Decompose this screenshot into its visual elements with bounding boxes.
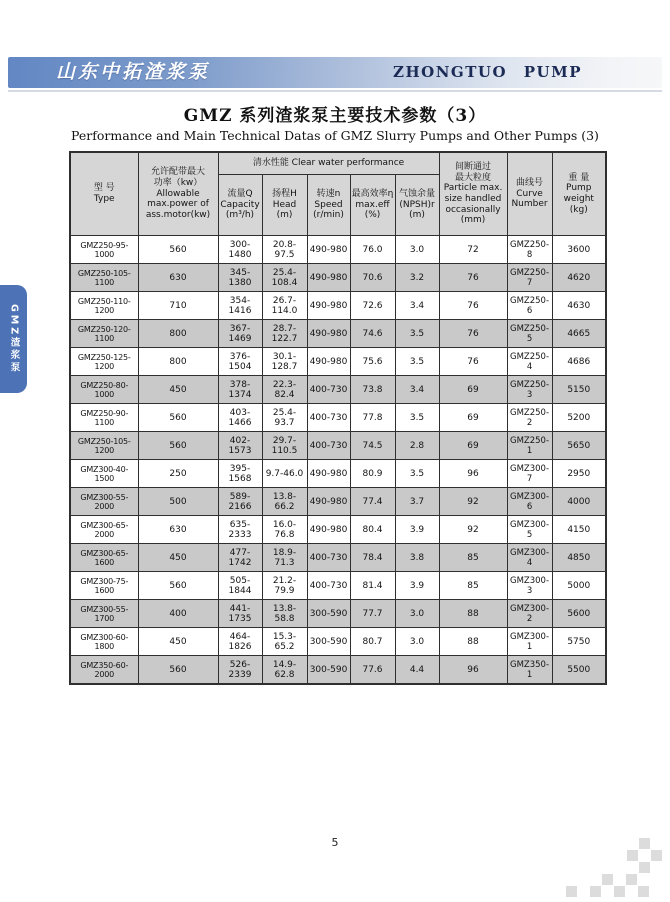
- decoration-square: [614, 886, 625, 897]
- table-cell: 4620: [552, 264, 606, 292]
- side-tab-gmz: [0, 285, 27, 393]
- table-row: [70, 516, 606, 544]
- table-cell: 22.3-82.4: [262, 376, 307, 404]
- header-bar: [8, 57, 662, 88]
- table-cell: GMZ300-75-1600: [70, 572, 138, 600]
- table-cell: 9.7-46.0: [262, 460, 307, 488]
- table-cell: 3.5: [395, 348, 439, 376]
- table-cell: 490-980: [307, 320, 350, 348]
- col-header-capacity: 流量Q Capacity (m³/h): [218, 175, 262, 236]
- table-cell: 630: [138, 264, 218, 292]
- table-cell: 25.4-108.4: [262, 264, 307, 292]
- table-cell: 16.0-76.8: [262, 516, 307, 544]
- table-row: [70, 460, 606, 488]
- table-cell: 402-1573: [218, 432, 262, 460]
- table-cell: 450: [138, 544, 218, 572]
- table-cell: 80.9: [350, 460, 395, 488]
- table-cell: 80.4: [350, 516, 395, 544]
- table-cell: GMZ250-90-1100: [70, 404, 138, 432]
- header-divider: [8, 90, 662, 92]
- table-cell: 15.3-65.2: [262, 628, 307, 656]
- table-cell: 77.6: [350, 656, 395, 685]
- table-cell: 3.9: [395, 572, 439, 600]
- table-cell: 490-980: [307, 488, 350, 516]
- table-cell: 560: [138, 432, 218, 460]
- table-cell: GMZ350-60-2000: [70, 656, 138, 685]
- page-title: GMZ 系列渣浆泵主要技术参数（3）: [183, 106, 487, 126]
- decoration-square: [590, 886, 601, 897]
- table-row: [70, 600, 606, 628]
- table-cell: 4150: [552, 516, 606, 544]
- table-cell: 378-1374: [218, 376, 262, 404]
- table-cell: GMZ250-105-1100: [70, 264, 138, 292]
- table-cell: 20.8-97.5: [262, 236, 307, 264]
- table-cell: 13.8-58.8: [262, 600, 307, 628]
- table-row: [70, 264, 606, 292]
- table-cell: GMZ300-55-1700: [70, 600, 138, 628]
- table-cell: GMZ300-65-1600: [70, 544, 138, 572]
- table-cell: GMZ250-125-1200: [70, 348, 138, 376]
- table-row: [70, 544, 606, 572]
- table-cell: 5000: [552, 572, 606, 600]
- table-cell: GMZ250-8: [507, 236, 552, 264]
- decoration-square: [639, 862, 650, 873]
- table-cell: 3.0: [395, 600, 439, 628]
- table-cell: GMZ300-5: [507, 516, 552, 544]
- table-cell: 630: [138, 516, 218, 544]
- page-subtitle: Performance and Main Technical Datas of GMZ Slurry Pumps and Other Pumps (3): [71, 128, 599, 143]
- table-cell: 81.4: [350, 572, 395, 600]
- col-header-curve: 曲线号 Curve Number: [507, 152, 552, 236]
- table-cell: 69: [439, 376, 507, 404]
- table-cell: GMZ250-80-1000: [70, 376, 138, 404]
- table-cell: 400-730: [307, 544, 350, 572]
- table-cell: 560: [138, 404, 218, 432]
- table-cell: 3.5: [395, 320, 439, 348]
- table-cell: 4665: [552, 320, 606, 348]
- table-cell: 77.4: [350, 488, 395, 516]
- table-cell: 3.2: [395, 264, 439, 292]
- table-cell: 30.1-128.7: [262, 348, 307, 376]
- company-logo-text: 山东中拓渣浆泵: [56, 61, 211, 83]
- table-cell: 2950: [552, 460, 606, 488]
- decoration-square: [627, 850, 638, 861]
- table-cell: 400-730: [307, 572, 350, 600]
- decoration-square: [626, 874, 637, 885]
- table-cell: 85: [439, 544, 507, 572]
- table-cell: 96: [439, 460, 507, 488]
- table-cell: 3600: [552, 236, 606, 264]
- table-cell: 72.6: [350, 292, 395, 320]
- table-cell: GMZ300-6: [507, 488, 552, 516]
- table-cell: 4850: [552, 544, 606, 572]
- table-cell: GMZ300-40-1500: [70, 460, 138, 488]
- table-cell: GMZ300-3: [507, 572, 552, 600]
- decoration-square: [566, 886, 577, 897]
- table-cell: GMZ300-4: [507, 544, 552, 572]
- table-cell: 490-980: [307, 460, 350, 488]
- table-cell: 76: [439, 264, 507, 292]
- table-cell: 73.8: [350, 376, 395, 404]
- table-cell: 526-2339: [218, 656, 262, 685]
- table-cell: 88: [439, 628, 507, 656]
- table-cell: 300-1480: [218, 236, 262, 264]
- table-cell: 3.4: [395, 292, 439, 320]
- col-header-npsh: 气蚀余量 (NPSH)r (m): [395, 175, 439, 236]
- table-cell: 300-590: [307, 628, 350, 656]
- table-cell: 88: [439, 600, 507, 628]
- table-cell: 4630: [552, 292, 606, 320]
- table-cell: GMZ300-65-2000: [70, 516, 138, 544]
- table-cell: 14.9-62.8: [262, 656, 307, 685]
- col-group-clear-water: 清水性能 Clear water performance: [218, 152, 439, 175]
- decoration-square: [602, 874, 613, 885]
- table-cell: 3.0: [395, 236, 439, 264]
- table-cell: 76.0: [350, 236, 395, 264]
- table-cell: 490-980: [307, 264, 350, 292]
- table-cell: 300-590: [307, 656, 350, 685]
- table-row: [70, 348, 606, 376]
- col-header-head: 扬程H Head (m): [262, 175, 307, 236]
- table-cell: 74.5: [350, 432, 395, 460]
- table-cell: 490-980: [307, 516, 350, 544]
- table-cell: 345-1380: [218, 264, 262, 292]
- table-cell: GMZ300-2: [507, 600, 552, 628]
- table-row: [70, 432, 606, 460]
- table-cell: 77.7: [350, 600, 395, 628]
- table-cell: 13.8-66.2: [262, 488, 307, 516]
- table-cell: GMZ250-1: [507, 432, 552, 460]
- table-row: [70, 404, 606, 432]
- table-cell: 450: [138, 628, 218, 656]
- table-cell: 92: [439, 516, 507, 544]
- table-cell: GMZ250-110-1200: [70, 292, 138, 320]
- table-cell: 76: [439, 348, 507, 376]
- table-cell: GMZ350-1: [507, 656, 552, 685]
- table-cell: 70.6: [350, 264, 395, 292]
- table-cell: 300-590: [307, 600, 350, 628]
- table-cell: 450: [138, 376, 218, 404]
- table-cell: GMZ250-6: [507, 292, 552, 320]
- table-cell: GMZ250-105-1200: [70, 432, 138, 460]
- table-cell: 490-980: [307, 348, 350, 376]
- table-cell: 800: [138, 348, 218, 376]
- table-cell: 29.7-110.5: [262, 432, 307, 460]
- table-cell: 76: [439, 320, 507, 348]
- table-cell: 2.8: [395, 432, 439, 460]
- table-cell: 96: [439, 656, 507, 685]
- table-cell: 77.8: [350, 404, 395, 432]
- table-cell: 441-1735: [218, 600, 262, 628]
- table-cell: GMZ250-5: [507, 320, 552, 348]
- table-cell: 477-1742: [218, 544, 262, 572]
- decoration-square: [638, 886, 649, 897]
- table-cell: 560: [138, 656, 218, 685]
- brand-name: ZHONGTUO PUMP: [393, 63, 582, 81]
- table-row: [70, 488, 606, 516]
- table-cell: GMZ250-120-1100: [70, 320, 138, 348]
- col-header-type: 型 号 Type: [70, 152, 138, 236]
- table-cell: 505-1844: [218, 572, 262, 600]
- table-cell: 376-1504: [218, 348, 262, 376]
- table-cell: 464-1826: [218, 628, 262, 656]
- table-cell: 400: [138, 600, 218, 628]
- table-cell: GMZ300-55-2000: [70, 488, 138, 516]
- table-cell: 710: [138, 292, 218, 320]
- table-cell: 76: [439, 292, 507, 320]
- table-cell: GMZ300-1: [507, 628, 552, 656]
- table-cell: 5600: [552, 600, 606, 628]
- page-number: 5: [331, 836, 339, 849]
- table-row: [70, 320, 606, 348]
- table-cell: GMZ300-60-1800: [70, 628, 138, 656]
- table-cell: 5650: [552, 432, 606, 460]
- table-cell: 490-980: [307, 236, 350, 264]
- table-cell: 3.8: [395, 544, 439, 572]
- table-cell: 69: [439, 432, 507, 460]
- table-cell: 4.4: [395, 656, 439, 685]
- table-cell: 80.7: [350, 628, 395, 656]
- side-tab-label: GMZ渣浆泵: [8, 303, 20, 375]
- table-cell: 3.0: [395, 628, 439, 656]
- table-cell: 3.5: [395, 460, 439, 488]
- table-cell: GMZ250-4: [507, 348, 552, 376]
- table-cell: 21.2-79.9: [262, 572, 307, 600]
- table-cell: GMZ250-2: [507, 404, 552, 432]
- table-cell: 28.7-122.7: [262, 320, 307, 348]
- table-cell: 92: [439, 488, 507, 516]
- col-header-particle: 间断通过 最大粒度 Particle max. size handled occasionally (mm): [439, 152, 507, 236]
- spec-table: [69, 151, 607, 685]
- table-cell: GMZ250-7: [507, 264, 552, 292]
- table-cell: 589-2166: [218, 488, 262, 516]
- table-cell: 400-730: [307, 432, 350, 460]
- table-row: [70, 292, 606, 320]
- table-cell: 69: [439, 404, 507, 432]
- table-row: [70, 376, 606, 404]
- col-header-weight: 重 量 Pump weight (kg): [552, 152, 606, 236]
- table-cell: 4686: [552, 348, 606, 376]
- table-cell: 25.4-93.7: [262, 404, 307, 432]
- table-row: [70, 572, 606, 600]
- table-cell: 26.7-114.0: [262, 292, 307, 320]
- table-cell: GMZ250-95-1000: [70, 236, 138, 264]
- table-cell: 3.7: [395, 488, 439, 516]
- table-cell: 367-1469: [218, 320, 262, 348]
- table-cell: 354-1416: [218, 292, 262, 320]
- decoration-square: [651, 850, 662, 861]
- col-header-eff: 最高效率η max.eff (%): [350, 175, 395, 236]
- table-row: [70, 656, 606, 685]
- col-header-speed: 转速n Speed (r/min): [307, 175, 350, 236]
- table-cell: 490-980: [307, 292, 350, 320]
- table-cell: 78.4: [350, 544, 395, 572]
- table-cell: 500: [138, 488, 218, 516]
- table-cell: 3.4: [395, 376, 439, 404]
- table-cell: 395-1568: [218, 460, 262, 488]
- table-cell: 635-2333: [218, 516, 262, 544]
- table-cell: 5500: [552, 656, 606, 685]
- table-cell: 400-730: [307, 404, 350, 432]
- table-row: [70, 628, 606, 656]
- table-cell: 5200: [552, 404, 606, 432]
- table-cell: 4000: [552, 488, 606, 516]
- table-cell: 75.6: [350, 348, 395, 376]
- table-cell: 72: [439, 236, 507, 264]
- table-cell: 400-730: [307, 376, 350, 404]
- table-row: [70, 236, 606, 264]
- table-cell: 800: [138, 320, 218, 348]
- table-cell: 18.9-71.3: [262, 544, 307, 572]
- table-cell: 250: [138, 460, 218, 488]
- table-cell: 560: [138, 572, 218, 600]
- table-cell: 85: [439, 572, 507, 600]
- table-cell: 3.5: [395, 404, 439, 432]
- table-header: [70, 152, 606, 236]
- table-cell: GMZ300-7: [507, 460, 552, 488]
- table-cell: GMZ250-3: [507, 376, 552, 404]
- table-cell: 5150: [552, 376, 606, 404]
- table-cell: 403-1466: [218, 404, 262, 432]
- col-header-power: 允许配带最大 功率（kw） Allowable max.power of ass.motor(kw): [138, 152, 218, 236]
- table-body: [70, 236, 606, 685]
- table-cell: 5750: [552, 628, 606, 656]
- table-cell: 3.9: [395, 516, 439, 544]
- table-cell: 74.6: [350, 320, 395, 348]
- table-cell: 560: [138, 236, 218, 264]
